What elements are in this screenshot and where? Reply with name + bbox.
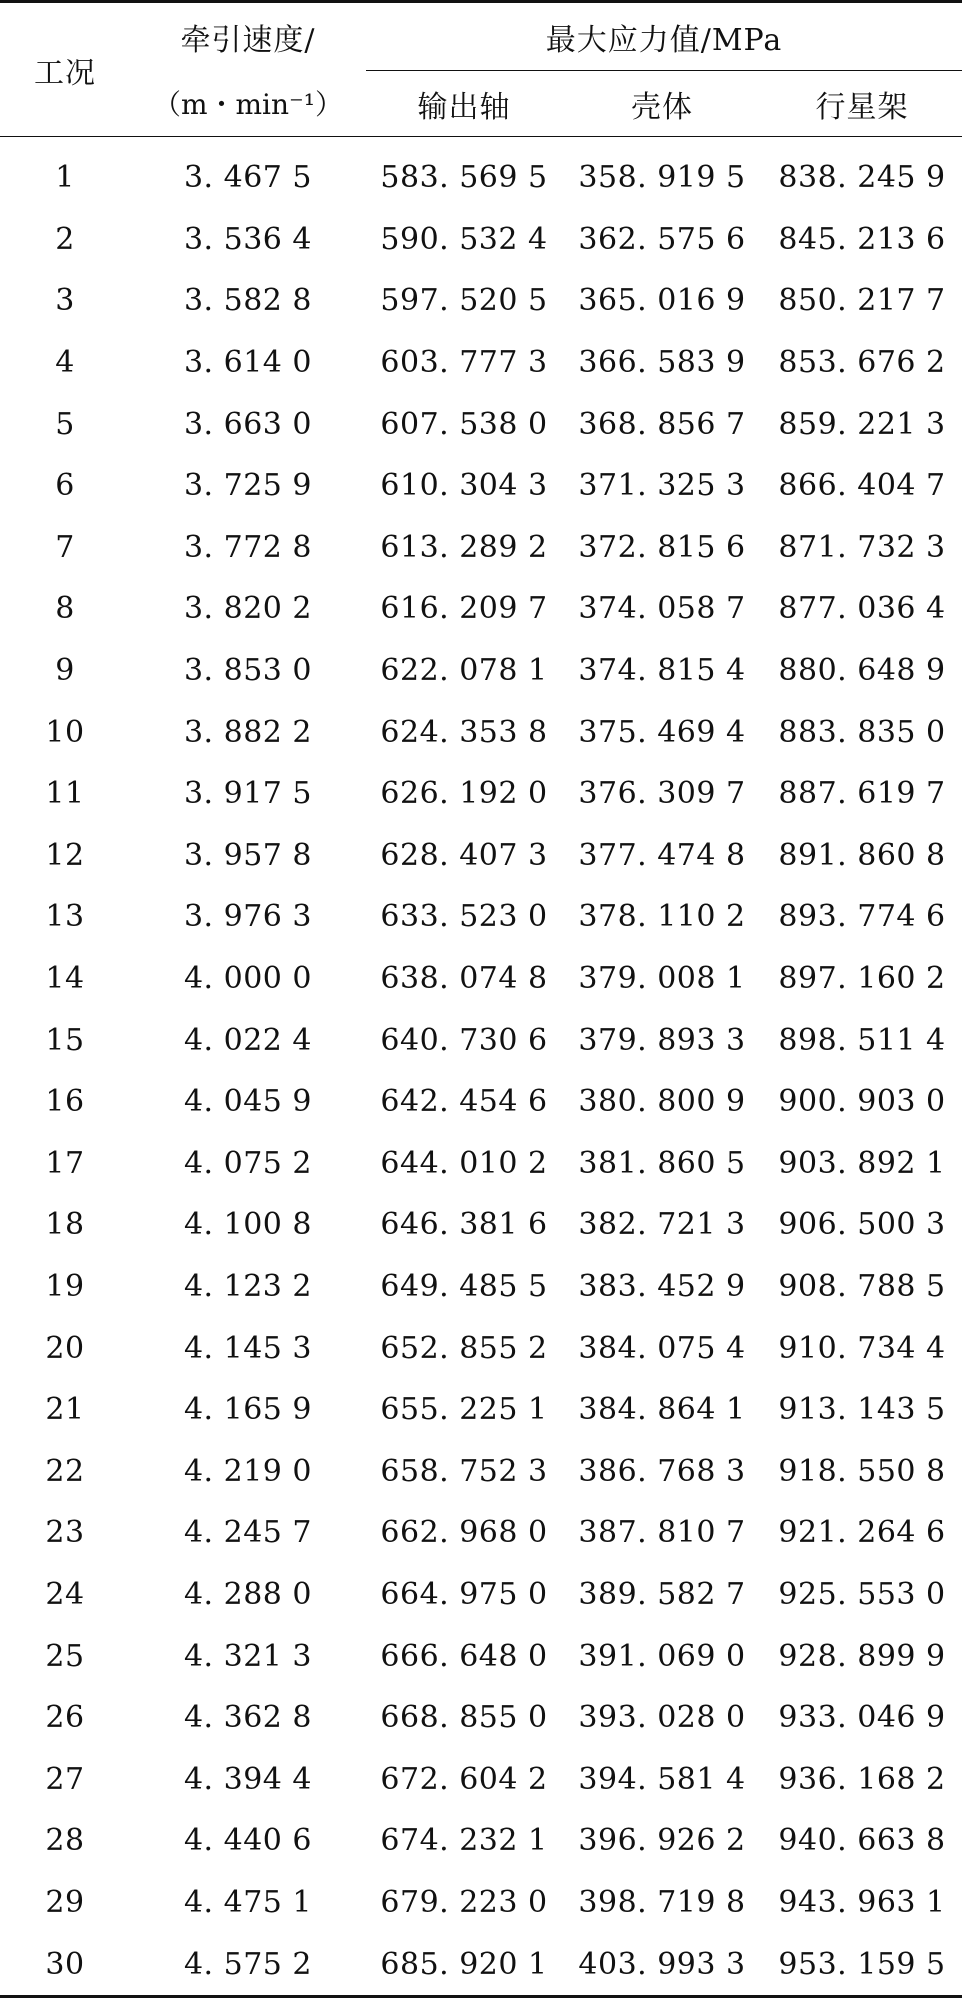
cell-condition: 21: [45, 1392, 85, 1428]
cell-speed: 3. 882 2: [183, 714, 313, 750]
table-row: [0, 1440, 962, 1502]
table-row: [0, 578, 962, 640]
cell-output-shaft: 679. 223 0: [380, 1884, 548, 1920]
cell-output-shaft: 658. 752 3: [380, 1453, 548, 1489]
cell-planet-carrier: 910. 734 4: [778, 1330, 946, 1366]
cell-condition: 28: [45, 1823, 85, 1859]
cell-condition: 24: [45, 1576, 85, 1612]
cell-shell: 358. 919 5: [578, 160, 746, 196]
cell-condition: 3: [55, 283, 75, 319]
cell-output-shaft: 603. 777 3: [380, 345, 548, 381]
cell-output-shaft: 664. 975 0: [380, 1576, 548, 1612]
cell-condition: 9: [55, 653, 75, 689]
cell-condition: 10: [45, 714, 85, 750]
cell-output-shaft: 626. 192 0: [380, 776, 548, 812]
cell-condition: 27: [45, 1761, 85, 1797]
cell-output-shaft: 622. 078 1: [380, 653, 548, 689]
cell-planet-carrier: 908. 788 5: [778, 1268, 946, 1304]
cell-planet-carrier: 897. 160 2: [778, 961, 946, 997]
cell-condition: 26: [45, 1700, 85, 1736]
table-row: [0, 640, 962, 702]
cell-speed: 3. 614 0: [183, 345, 313, 381]
cell-planet-carrier: 871. 732 3: [778, 529, 946, 565]
cell-shell: 398. 719 8: [578, 1884, 746, 1920]
table-row: [0, 825, 962, 887]
cell-output-shaft: 638. 074 8: [380, 961, 548, 997]
cell-condition: 23: [45, 1515, 85, 1551]
cell-planet-carrier: 918. 550 8: [778, 1453, 946, 1489]
cell-planet-carrier: 898. 511 4: [778, 1022, 946, 1058]
cell-shell: 384. 075 4: [578, 1330, 746, 1366]
table-row: [0, 209, 962, 271]
cell-planet-carrier: 877. 036 4: [778, 591, 946, 627]
table-row: [0, 455, 962, 517]
cell-speed: 4. 100 8: [183, 1207, 313, 1243]
cell-shell: 379. 893 3: [578, 1022, 746, 1058]
cell-speed: 4. 575 2: [130, 1933, 366, 1996]
cell-shell: 393. 028 0: [578, 1700, 746, 1736]
cell-shell: 374. 815 4: [578, 653, 746, 689]
cell-planet-carrier: 845. 213 6: [778, 221, 946, 257]
cell-output-shaft: 640. 730 6: [380, 1022, 548, 1058]
cell-shell: 396. 926 2: [578, 1823, 746, 1859]
cell-output-shaft: 662. 968 0: [380, 1515, 548, 1551]
cell-condition: 19: [45, 1268, 85, 1304]
cell-condition: 13: [45, 899, 85, 935]
cell-speed: 4. 000 0: [183, 961, 313, 997]
cell-condition: 18: [45, 1207, 85, 1243]
cell-shell: 377. 474 8: [578, 837, 746, 873]
cell-output-shaft: 633. 523 0: [380, 899, 548, 935]
cell-output-shaft: 674. 232 1: [380, 1823, 548, 1859]
cell-planet-carrier: 838. 245 9: [778, 160, 946, 196]
cell-planet-carrier: 906. 500 3: [778, 1207, 946, 1243]
table-row: [0, 1502, 962, 1564]
table-row: [0, 1564, 962, 1626]
cell-speed: 4. 219 0: [183, 1453, 313, 1489]
cell-condition: 17: [45, 1145, 85, 1181]
cell-speed: 4. 394 4: [183, 1761, 313, 1797]
cell-condition: 16: [45, 1084, 85, 1120]
header-speed-unit: （m・min⁻¹）: [130, 71, 366, 137]
table-row: [0, 1625, 962, 1687]
cell-shell: 372. 815 6: [578, 529, 746, 565]
cell-planet-carrier: 883. 835 0: [778, 714, 946, 750]
cell-output-shaft: 642. 454 6: [380, 1084, 548, 1120]
cell-shell: 394. 581 4: [578, 1761, 746, 1797]
cell-planet-carrier: 866. 404 7: [778, 468, 946, 504]
table-row: [0, 270, 962, 332]
cell-output-shaft: 685. 920 1: [366, 1933, 562, 1996]
cell-condition: 11: [45, 776, 85, 812]
cell-planet-carrier: 880. 648 9: [778, 653, 946, 689]
cell-shell: 362. 575 6: [578, 221, 746, 257]
cell-planet-carrier: 943. 963 1: [778, 1884, 946, 1920]
cell-shell: 371. 325 3: [578, 468, 746, 504]
cell-planet-carrier: 891. 860 8: [778, 837, 946, 873]
cell-speed: 4. 045 9: [183, 1084, 313, 1120]
cell-planet-carrier: 887. 619 7: [778, 776, 946, 812]
cell-output-shaft: 672. 604 2: [380, 1761, 548, 1797]
table-row: [0, 1194, 962, 1256]
cell-condition: 4: [55, 345, 75, 381]
cell-speed: 4. 245 7: [183, 1515, 313, 1551]
cell-speed: 4. 362 8: [183, 1700, 313, 1736]
table-row: [0, 1379, 962, 1441]
cell-condition: 30: [0, 1933, 130, 1996]
cell-condition: 6: [55, 468, 75, 504]
cell-output-shaft: 597. 520 5: [380, 283, 548, 319]
cell-speed: 3. 663 0: [183, 406, 313, 442]
table-body: [0, 137, 962, 1997]
cell-speed: 3. 853 0: [183, 653, 313, 689]
header-speed-line1: 牵引速度/: [130, 2, 366, 71]
cell-shell: 383. 452 9: [578, 1268, 746, 1304]
table-row: [0, 1071, 962, 1133]
cell-planet-carrier: 928. 899 9: [778, 1638, 946, 1674]
cell-planet-carrier: 925. 553 0: [778, 1576, 946, 1612]
cell-shell: 379. 008 1: [578, 961, 746, 997]
cell-condition: 14: [45, 961, 85, 997]
cell-speed: 4. 075 2: [183, 1145, 313, 1181]
cell-planet-carrier: 903. 892 1: [778, 1145, 946, 1181]
cell-output-shaft: 590. 532 4: [380, 221, 548, 257]
cell-speed: 3. 957 8: [183, 837, 313, 873]
table-row: [0, 1687, 962, 1749]
cell-planet-carrier: 900. 903 0: [778, 1084, 946, 1120]
cell-output-shaft: 610. 304 3: [380, 468, 548, 504]
header-planet-carrier: 行星架: [762, 71, 962, 137]
cell-condition: 1: [55, 160, 75, 196]
cell-condition: 2: [55, 221, 75, 257]
cell-shell: 384. 864 1: [578, 1392, 746, 1428]
cell-speed: 4. 440 6: [183, 1823, 313, 1859]
cell-speed: 4. 165 9: [183, 1392, 313, 1428]
cell-output-shaft: 613. 289 2: [380, 529, 548, 565]
cell-planet-carrier: 953. 159 5: [762, 1933, 962, 1996]
header-output-shaft: 输出轴: [366, 71, 562, 137]
cell-speed: 3. 536 4: [183, 221, 313, 257]
cell-condition: 29: [45, 1884, 85, 1920]
table-header: [0, 2, 962, 137]
cell-output-shaft: 666. 648 0: [380, 1638, 548, 1674]
table-row: [0, 1933, 962, 1996]
table-row: [0, 1810, 962, 1872]
cell-speed: 3. 467 5: [183, 160, 313, 196]
cell-speed: 4. 288 0: [183, 1576, 313, 1612]
cell-shell: 387. 810 7: [578, 1515, 746, 1551]
cell-output-shaft: 628. 407 3: [380, 837, 548, 873]
table-row: [0, 886, 962, 948]
cell-output-shaft: 652. 855 2: [380, 1330, 548, 1366]
cell-output-shaft: 583. 569 5: [380, 160, 548, 196]
cell-shell: 365. 016 9: [578, 283, 746, 319]
cell-shell: 376. 309 7: [578, 776, 746, 812]
cell-shell: 386. 768 3: [578, 1453, 746, 1489]
cell-condition: 22: [45, 1453, 85, 1489]
cell-output-shaft: 644. 010 2: [380, 1145, 548, 1181]
table-row: [0, 517, 962, 579]
cell-condition: 5: [55, 406, 75, 442]
cell-planet-carrier: 913. 143 5: [778, 1392, 946, 1428]
header-condition: 工况: [0, 2, 130, 137]
table-row: [0, 332, 962, 394]
cell-speed: 3. 582 8: [183, 283, 313, 319]
cell-shell: 389. 582 7: [578, 1576, 746, 1612]
cell-condition: 15: [45, 1022, 85, 1058]
cell-output-shaft: 655. 225 1: [380, 1392, 548, 1428]
cell-output-shaft: 668. 855 0: [380, 1700, 548, 1736]
header-max-stress: 最大应力值/MPa: [366, 2, 962, 71]
table-row: [0, 1009, 962, 1071]
cell-condition: 8: [55, 591, 75, 627]
cell-shell: 375. 469 4: [578, 714, 746, 750]
cell-speed: 3. 820 2: [183, 591, 313, 627]
table-row: [0, 763, 962, 825]
cell-shell: 391. 069 0: [578, 1638, 746, 1674]
cell-planet-carrier: 936. 168 2: [778, 1761, 946, 1797]
cell-shell: 403. 993 3: [562, 1933, 762, 1996]
cell-speed: 4. 145 3: [183, 1330, 313, 1366]
cell-speed: 3. 976 3: [183, 899, 313, 935]
cell-planet-carrier: 933. 046 9: [778, 1700, 946, 1736]
cell-planet-carrier: 850. 217 7: [778, 283, 946, 319]
cell-shell: 368. 856 7: [578, 406, 746, 442]
header-shell: 壳体: [562, 71, 762, 137]
cell-shell: 374. 058 7: [578, 591, 746, 627]
cell-planet-carrier: 893. 774 6: [778, 899, 946, 935]
cell-speed: 4. 123 2: [183, 1268, 313, 1304]
cell-condition: 12: [45, 837, 85, 873]
cell-shell: 381. 860 5: [578, 1145, 746, 1181]
cell-planet-carrier: 859. 221 3: [778, 406, 946, 442]
cell-shell: 382. 721 3: [578, 1207, 746, 1243]
table-row: [0, 1133, 962, 1195]
cell-condition: 25: [45, 1638, 85, 1674]
table-row: [0, 137, 962, 209]
cell-output-shaft: 607. 538 0: [380, 406, 548, 442]
cell-speed: 3. 725 9: [183, 468, 313, 504]
cell-planet-carrier: 921. 264 6: [778, 1515, 946, 1551]
cell-speed: 3. 772 8: [183, 529, 313, 565]
cell-speed: 4. 022 4: [183, 1022, 313, 1058]
table-row: [0, 1317, 962, 1379]
table-row: [0, 1256, 962, 1318]
cell-planet-carrier: 853. 676 2: [778, 345, 946, 381]
table-row: [0, 948, 962, 1010]
cell-planet-carrier: 940. 663 8: [778, 1823, 946, 1859]
table-row: [0, 1748, 962, 1810]
cell-output-shaft: 649. 485 5: [380, 1268, 548, 1304]
table-row: [0, 1872, 962, 1934]
cell-output-shaft: 646. 381 6: [380, 1207, 548, 1243]
cell-condition: 20: [45, 1330, 85, 1366]
cell-shell: 378. 110 2: [578, 899, 746, 935]
table-row: [0, 701, 962, 763]
cell-speed: 4. 321 3: [183, 1638, 313, 1674]
table-row: [0, 393, 962, 455]
cell-condition: 7: [55, 529, 75, 565]
cell-speed: 3. 917 5: [183, 776, 313, 812]
cell-shell: 380. 800 9: [578, 1084, 746, 1120]
cell-shell: 366. 583 9: [578, 345, 746, 381]
cell-speed: 4. 475 1: [183, 1884, 313, 1920]
cell-output-shaft: 616. 209 7: [380, 591, 548, 627]
cell-output-shaft: 624. 353 8: [380, 714, 548, 750]
